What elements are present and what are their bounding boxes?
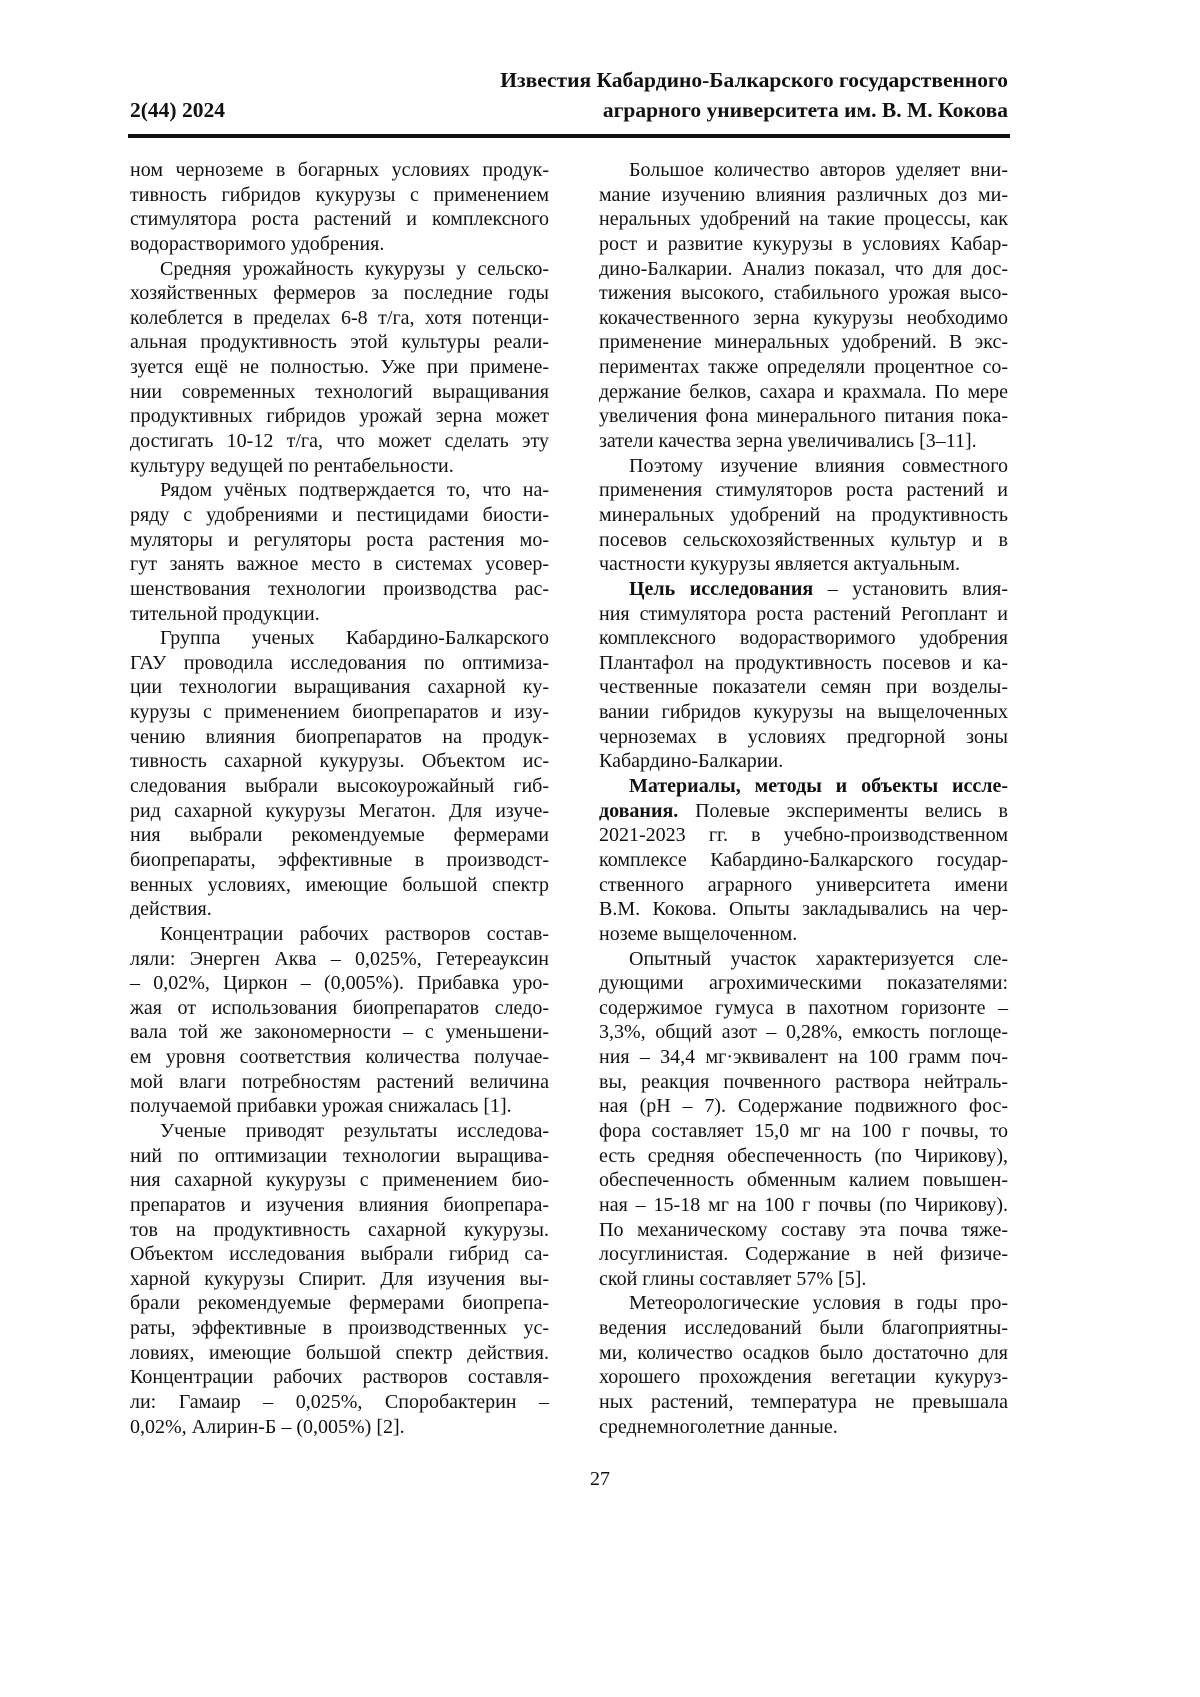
text-line	[130, 1119, 549, 1144]
text-line	[599, 873, 1008, 898]
text-line	[130, 183, 549, 208]
line-text: увеличения фона минерального питания пока-	[599, 405, 1008, 427]
paragraph	[130, 158, 549, 257]
text-line	[130, 1218, 549, 1243]
text-line	[130, 232, 549, 257]
text-line	[130, 602, 549, 627]
line-text: лосуглинистая. Содержание в ней физиче-	[599, 1243, 1008, 1265]
line-text: препаратов и изучения влияния биопрепара-	[130, 1194, 549, 1216]
line-text: культуру ведущей по рентабельности.	[130, 455, 454, 477]
text-line	[130, 1341, 549, 1366]
text-line	[599, 823, 1008, 848]
text-line	[130, 1415, 549, 1440]
line-text: минеральных удобрений на продуктивность	[599, 504, 1008, 526]
text-line	[599, 675, 1008, 700]
paragraph	[599, 577, 1008, 774]
text-line	[130, 848, 549, 873]
bold-heading-text: дования.	[599, 800, 678, 822]
line-text: ГАУ проводила исследования по оптимиза-	[130, 652, 549, 674]
line-text: ведения исследований были благоприятны-	[599, 1317, 1008, 1339]
text-line	[599, 1218, 1008, 1243]
text-line	[130, 996, 549, 1021]
line-text: ми, количество осадков было достаточно для	[599, 1342, 1008, 1364]
text-line	[130, 257, 549, 282]
line-text: ния – 34,4 мг·эквивалент на 100 грамм поч-	[599, 1046, 1008, 1068]
line-text: ния стимулятора роста растений Регоплант и	[599, 603, 1008, 625]
text-line	[599, 1267, 1008, 1292]
text-line	[130, 1390, 549, 1415]
text-line	[130, 577, 549, 602]
line-text: неральных удобрений на такие процессы, как	[599, 208, 1008, 230]
line-text: водорастворимого удобрения.	[130, 233, 384, 255]
text-line	[130, 799, 549, 824]
text-line	[130, 1070, 549, 1095]
journal-title-line-2: аграрного университета им. В. М. Кокова	[603, 96, 1008, 124]
text-line	[130, 355, 549, 380]
text-line	[130, 675, 549, 700]
line-text: применение минеральных удобрений. В экс-	[599, 331, 1008, 353]
text-line	[599, 1415, 1008, 1440]
text-line	[599, 429, 1008, 454]
text-line	[599, 1168, 1008, 1193]
line-text: курузы с применением биопрепаратов и изу-	[130, 701, 549, 723]
text-line	[130, 1094, 549, 1119]
text-line	[599, 626, 1008, 651]
line-text: По механическому составу эта почва тяже-	[599, 1219, 1008, 1241]
text-line	[599, 1390, 1008, 1415]
line-text: Концентрации рабочих растворов составля-	[130, 1366, 549, 1388]
text-line	[599, 1020, 1008, 1045]
text-line	[130, 306, 549, 331]
line-text: достигать 10-12 т/га, что может сделать эту	[130, 430, 549, 452]
line-text: Опытный участок характеризуется сле-	[629, 948, 1008, 970]
line-text: ний по оптимизации технологии выращива-	[130, 1145, 549, 1167]
text-line	[599, 602, 1008, 627]
journal-title-line-1: Известия Кабардино-Балкарского государственного	[500, 66, 1008, 94]
line-text: Метеорологические условия в годы про-	[629, 1292, 1008, 1314]
line-text: – 0,02%, Циркон – (0,005%). Прибавка уро-	[130, 972, 549, 994]
text-line	[130, 626, 549, 651]
issue-number: 2(44) 2024	[130, 96, 225, 124]
line-text: харной кукурузы Спирит. Для изучения вы-	[130, 1268, 549, 1290]
text-line	[599, 306, 1008, 331]
line-text: ции технологии выращивания сахарной ку-	[130, 676, 549, 698]
line-text: раты, эффективные в производственных ус-	[130, 1317, 549, 1339]
line-text: мание изучению влияния различных доз ми-	[599, 184, 1008, 206]
line-text: брали рекомендуемые фермерами биопрепа-	[130, 1292, 549, 1314]
text-line	[130, 1365, 549, 1390]
text-line	[599, 454, 1008, 479]
line-text: хорошего прохождения вегетации кукуруз-	[599, 1366, 1008, 1388]
text-line	[130, 158, 549, 183]
line-text: чественные показатели семян при возделы-	[599, 676, 1008, 698]
paragraph	[599, 454, 1008, 577]
paragraph	[599, 947, 1008, 1292]
text-line	[599, 478, 1008, 503]
line-text: Группа ученых Кабардино-Балкарского	[160, 627, 549, 649]
text-line	[599, 1070, 1008, 1095]
line-text: ляли: Энерген Аква – 0,025%, Гетереауксин	[130, 948, 549, 970]
line-text: фора составляет 15,0 мг на 100 г почвы, то	[599, 1120, 1008, 1142]
text-line	[130, 1267, 549, 1292]
line-text: ния выбрали рекомендуемые фермерами	[130, 824, 549, 846]
paragraph	[130, 257, 549, 479]
text-line	[130, 552, 549, 577]
right-column	[599, 158, 1008, 1439]
line-text: действия.	[130, 898, 212, 920]
text-line	[599, 848, 1008, 873]
text-line	[130, 971, 549, 996]
text-line	[599, 503, 1008, 528]
text-line	[130, 478, 549, 503]
line-text: зуется ещё не полностью. Уже при примене-	[130, 356, 549, 378]
line-text: альная продуктивность этой культуры реали-	[130, 331, 549, 353]
line-text: ловиях, имеющие большой спектр действия.	[130, 1342, 549, 1364]
line-text: продуктивных гибридов урожай зерна может	[130, 405, 549, 427]
line-text: Большое количество авторов уделяет вни-	[629, 159, 1008, 181]
line-text: – установить влия-	[813, 578, 1008, 600]
line-text: 3,3%, общий азот – 0,28%, емкость поглоще-	[599, 1021, 1008, 1043]
text-line	[599, 257, 1008, 282]
text-line	[599, 799, 1008, 824]
text-line	[130, 330, 549, 355]
line-text: кокачественного зерна кукурузы необходимо	[599, 307, 1008, 329]
text-line	[599, 1119, 1008, 1144]
text-line	[130, 725, 549, 750]
text-line	[599, 996, 1008, 1021]
text-line	[130, 1193, 549, 1218]
line-text: хозяйственных фермеров за последние годы	[130, 282, 549, 304]
paragraph	[130, 478, 549, 626]
line-text: рост и развитие кукурузы в условиях Кабар-	[599, 233, 1008, 255]
line-text: ем уровня соответствия количества получае-	[130, 1046, 549, 1068]
line-text: черноземах в условиях предгорной зоны	[599, 726, 1008, 748]
bold-heading-text: Материалы, методы и объекты иссле-	[629, 775, 1008, 797]
text-line	[599, 330, 1008, 355]
line-text: тительной продукции.	[130, 603, 320, 625]
line-text: стимулятора роста растений и комплексного	[130, 208, 549, 230]
line-text: биопрепараты, эффективные в производст-	[130, 849, 549, 871]
line-text: вы, реакция почвенного раствора нейтраль-	[599, 1071, 1008, 1093]
text-line	[130, 404, 549, 429]
text-line	[599, 552, 1008, 577]
text-line	[599, 232, 1008, 257]
line-text: вала той же закономерности – с уменьшени-	[130, 1021, 549, 1043]
text-line	[599, 971, 1008, 996]
text-line	[130, 454, 549, 479]
line-text: тов на продуктивность сахарной кукурузы.	[130, 1219, 549, 1241]
line-text: Полевые эксперименты велись в	[678, 800, 1008, 822]
line-text: тижения высокого, стабильного урожая высо-	[599, 282, 1008, 304]
line-text: Концентрации рабочих растворов состав-	[160, 923, 549, 945]
text-line	[599, 1144, 1008, 1169]
text-line	[130, 528, 549, 553]
paragraph	[130, 626, 549, 922]
text-line	[130, 897, 549, 922]
text-line	[599, 1045, 1008, 1070]
line-text: тивность сахарной кукурузы. Объектом ис-	[130, 750, 549, 772]
text-line	[130, 700, 549, 725]
text-line	[599, 774, 1008, 799]
line-text: Рядом учёных подтверждается то, что на-	[160, 479, 549, 501]
text-line	[130, 1168, 549, 1193]
line-text: 2021-2023 гг. в учебно-производственном	[599, 824, 1008, 846]
bold-heading-text: Цель исследования	[629, 578, 813, 600]
text-line	[130, 503, 549, 528]
line-text: получаемой прибавки урожая снижалась [1].	[130, 1095, 512, 1117]
text-line	[130, 651, 549, 676]
paragraph	[130, 1119, 549, 1439]
line-text: обеспеченность обменным калием повышен-	[599, 1169, 1008, 1191]
text-line	[130, 1242, 549, 1267]
text-line	[130, 207, 549, 232]
line-text: применения стимуляторов роста растений и	[599, 479, 1008, 501]
paragraph	[599, 158, 1008, 454]
text-line	[599, 922, 1008, 947]
line-text: комплексного водорастворимого удобрения	[599, 627, 1008, 649]
text-line	[599, 528, 1008, 553]
text-line	[599, 700, 1008, 725]
line-text: следования выбрали высокоурожайный гиб-	[130, 775, 549, 797]
line-text: содержимое гумуса в пахотном горизонте –	[599, 997, 1008, 1019]
text-line	[599, 355, 1008, 380]
text-line	[599, 947, 1008, 972]
line-text: Ученые приводят результаты исследова-	[160, 1120, 549, 1142]
text-line	[130, 1316, 549, 1341]
line-text: есть средняя обеспеченность (по Чирикову),	[599, 1145, 1008, 1167]
text-line	[130, 281, 549, 306]
line-text: ряду с удобрениями и пестицидами биости-	[130, 504, 549, 526]
text-line	[130, 774, 549, 799]
line-text: периментах также определяли процентное со-	[599, 356, 1008, 378]
line-text: среднемноголетние данные.	[599, 1416, 838, 1438]
text-line	[599, 1316, 1008, 1341]
line-text: держание белков, сахара и крахмала. По мере	[599, 381, 1008, 403]
line-text: 0,02%, Алирин-Б – (0,005%) [2].	[130, 1416, 405, 1438]
text-line	[599, 749, 1008, 774]
paragraph	[599, 774, 1008, 946]
text-line	[130, 1291, 549, 1316]
line-text: ской глины составляет 57% [5].	[599, 1268, 866, 1290]
text-line	[130, 749, 549, 774]
line-text: рид сахарной кукурузы Мегатон. Для изуче-	[130, 800, 549, 822]
line-text: жая от использования биопрепаратов следо-	[130, 997, 549, 1019]
line-text: ния сахарной кукурузы с применением био-	[130, 1169, 549, 1191]
text-line	[599, 1291, 1008, 1316]
line-text: мой влаги потребностям растений величина	[130, 1071, 549, 1093]
text-line	[130, 380, 549, 405]
line-text: ная – 15-18 мг на 100 г почвы (по Чирикову).	[599, 1194, 1008, 1216]
left-column	[130, 158, 549, 1439]
line-text: ноземе выщелоченном.	[599, 923, 797, 945]
line-text: нии современных технологий выращивания	[130, 381, 549, 403]
text-line	[599, 281, 1008, 306]
line-text: дующими агрохимическими показателями:	[599, 972, 1008, 994]
line-text: чению влияния биопрепаратов на продук-	[130, 726, 549, 748]
line-text: Объектом исследования выбрали гибрид са-	[130, 1243, 549, 1265]
text-line	[130, 823, 549, 848]
text-line	[599, 1341, 1008, 1366]
line-text: Плантафол на продуктивность посевов и ка-	[599, 652, 1008, 674]
text-line	[599, 1094, 1008, 1119]
line-text: Поэтому изучение влияния совместного	[629, 455, 1008, 477]
line-text: ли: Гамаир – 0,025%, Споробактерин –	[130, 1391, 549, 1413]
line-text: комплексе Кабардино-Балкарского государ-	[599, 849, 1008, 871]
text-line	[130, 947, 549, 972]
line-text: В.М. Кокова. Опыты закладывались на чер-	[599, 898, 1008, 920]
line-text: Средняя урожайность кукурузы у сельско-	[160, 258, 549, 280]
line-text: ных растений, температура не превышала	[599, 1391, 1008, 1413]
line-text: ственного аграрного университета имени	[599, 874, 1008, 896]
text-line	[599, 725, 1008, 750]
line-text: вании гибридов кукурузы на выщелоченных	[599, 701, 1008, 723]
line-text: гут занять важное место в системах усовер-	[130, 553, 549, 575]
line-text: колеблется в пределах 6-8 т/га, хотя потенци-	[130, 307, 549, 329]
line-text: Кабардино-Балкарии.	[599, 750, 783, 772]
text-line	[599, 158, 1008, 183]
text-line	[599, 207, 1008, 232]
paragraph	[130, 922, 549, 1119]
text-line	[599, 1365, 1008, 1390]
line-text: затели качества зерна увеличивались [3–11].	[599, 430, 977, 452]
text-line	[130, 429, 549, 454]
line-text: тивность гибридов кукурузы с применением	[130, 184, 549, 206]
text-line	[599, 404, 1008, 429]
text-line	[599, 1193, 1008, 1218]
text-line	[599, 651, 1008, 676]
line-text: посевов сельскохозяйственных культур и в	[599, 529, 1008, 551]
line-text: шенствования технологии производства рас-	[130, 578, 549, 600]
text-line	[130, 873, 549, 898]
line-text: дино-Балкарии. Анализ показал, что для дос-	[599, 258, 1008, 280]
text-line	[599, 577, 1008, 602]
text-line	[599, 1242, 1008, 1267]
page-number: 27	[0, 1468, 1200, 1491]
line-text: муляторы и регуляторы роста растения мо-	[130, 529, 549, 551]
line-text: частности кукурузы является актуальным.	[599, 553, 960, 575]
line-text: венных условиях, имеющие большой спектр	[130, 874, 549, 896]
text-line	[599, 380, 1008, 405]
text-line	[130, 1045, 549, 1070]
header-rule	[128, 134, 1010, 138]
text-line	[130, 1144, 549, 1169]
text-line	[130, 1020, 549, 1045]
text-line	[599, 183, 1008, 208]
text-line	[130, 922, 549, 947]
text-line	[599, 897, 1008, 922]
line-text: ная (рН – 7). Содержание подвижного фос-	[599, 1095, 1008, 1117]
line-text: ном черноземе в богарных условиях продук-	[130, 159, 549, 181]
paragraph	[599, 1291, 1008, 1439]
